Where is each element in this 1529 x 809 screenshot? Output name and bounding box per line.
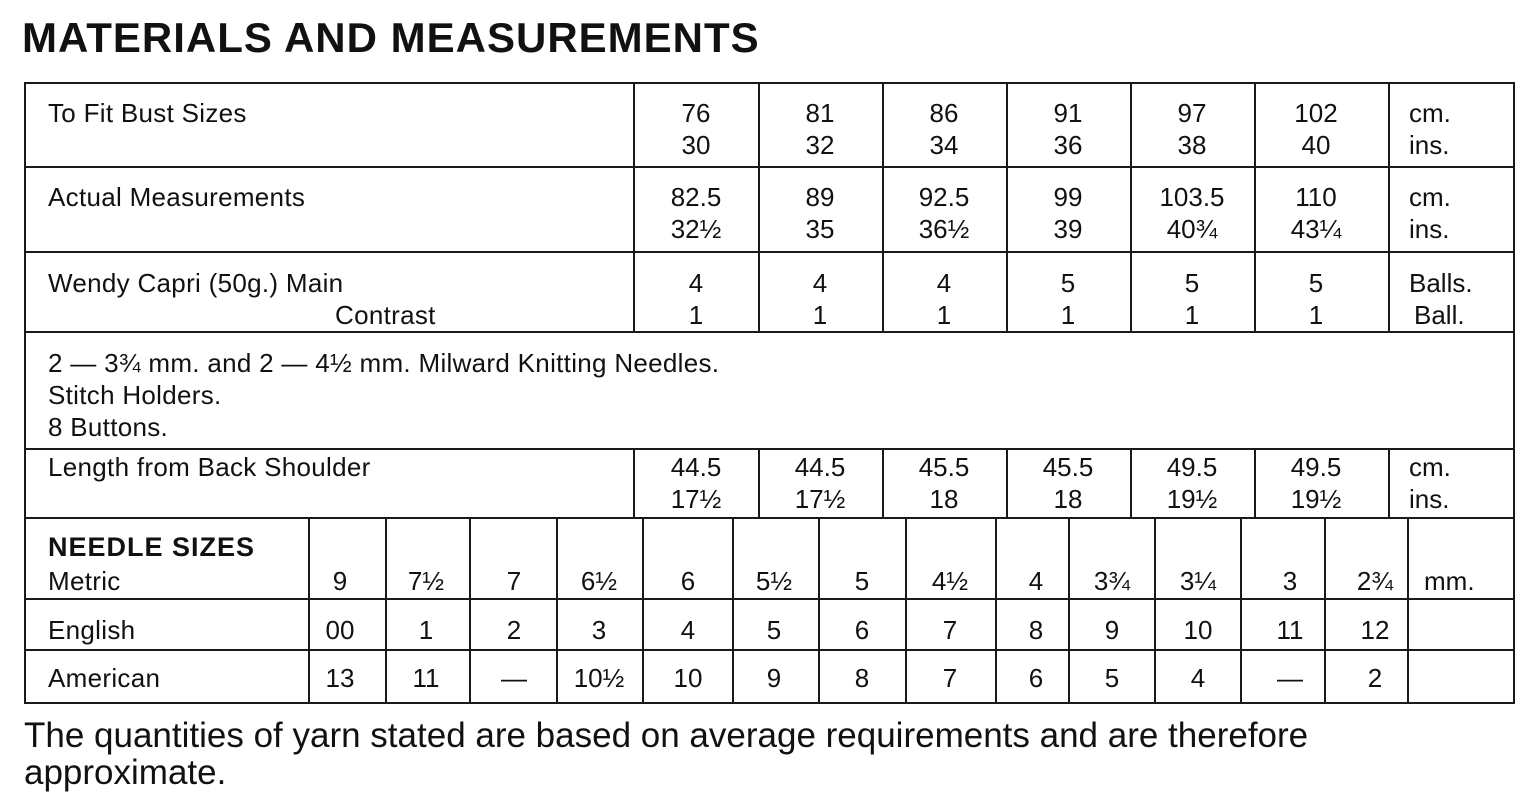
actual-unit-ins: ins. [1409, 214, 1450, 244]
needle-metric-value: 6 [680, 566, 696, 596]
needle-american-value: 5 [1104, 663, 1120, 693]
row-divider [24, 517, 1515, 519]
needle-american-value: 8 [854, 663, 870, 693]
needle-english-value: 4 [680, 615, 696, 645]
length-ins-value: 19½ [1290, 484, 1342, 514]
actual-ins-value: 36½ [918, 214, 970, 244]
length-label: Length from Back Shoulder [48, 452, 371, 482]
needle-metric-value: 9 [332, 566, 348, 596]
bust-ins-value: 38 [1177, 130, 1207, 160]
length-cm-value: 44.5 [794, 452, 846, 482]
bust-cm-value: 91 [1053, 98, 1083, 128]
needle-metric-value: 3 [1282, 566, 1298, 596]
row-divider [24, 251, 1515, 253]
actual-cm-value: 110 [1295, 182, 1337, 212]
needle-american-value: 6 [1028, 663, 1044, 693]
needle-metric-value: 3¾ [1093, 566, 1131, 596]
yarn-contrast-value: 1 [1184, 300, 1200, 330]
length-cm-value: 45.5 [918, 452, 970, 482]
needle-metric-value: 5 [854, 566, 870, 596]
bust-ins-value: 40 [1301, 130, 1331, 160]
column-divider [642, 517, 644, 704]
needle-metric-value: 2¾ [1356, 566, 1394, 596]
yarn-contrast-value: 1 [812, 300, 828, 330]
actual-cm-value: 103.5 [1159, 182, 1225, 212]
needle-english-value: 2 [506, 615, 522, 645]
yarn-contrast-value: 1 [1308, 300, 1324, 330]
needle-american-value: 10½ [573, 663, 625, 693]
needle-english-value: 10 [1183, 615, 1213, 645]
needle-american-value: 4 [1190, 663, 1206, 693]
needle-american-value: 11 [412, 663, 440, 693]
actual-cm-value: 82.5 [670, 182, 722, 212]
bust-cm-value: 76 [681, 98, 711, 128]
actual-ins-value: 43¼ [1290, 214, 1342, 244]
column-divider [905, 517, 907, 704]
yarn-main-value: 5 [1060, 268, 1076, 298]
needle-metric-value: 3¼ [1179, 566, 1217, 596]
yarn-main-value: 4 [688, 268, 704, 298]
needle-english-value: 9 [1104, 615, 1120, 645]
needle-english-value: 6 [854, 615, 870, 645]
actual-ins-value: 39 [1053, 214, 1083, 244]
yarn-contrast-value: 1 [1060, 300, 1076, 330]
needle-english-value: 1 [418, 615, 434, 645]
bust-cm-value: 102 [1294, 98, 1338, 128]
actual-cm-value: 92.5 [918, 182, 970, 212]
needle-english-value: 8 [1028, 615, 1044, 645]
bust-sizes-label: To Fit Bust Sizes [48, 98, 247, 128]
actual-ins-value: 35 [805, 214, 835, 244]
length-ins-value: 17½ [670, 484, 722, 514]
bust-ins-value: 32 [805, 130, 835, 160]
yarn-contrast-value: 1 [688, 300, 704, 330]
needle-american-value: 10 [673, 663, 703, 693]
actual-cm-value: 89 [805, 182, 835, 212]
needle-american-value: — [501, 663, 527, 693]
bust-ins-value: 34 [929, 130, 959, 160]
length-unit-ins: ins. [1409, 484, 1450, 514]
needle-english-value: 00 [325, 615, 355, 645]
column-divider [469, 517, 471, 704]
actual-cm-value: 99 [1053, 182, 1083, 212]
needle-metric-value: 7½ [407, 566, 445, 596]
needle-american-value: 13 [325, 663, 355, 693]
column-divider [1240, 517, 1242, 704]
yarn-main-value: 5 [1184, 268, 1200, 298]
yarn-main-value: 4 [812, 268, 828, 298]
materials-buttons: 8 Buttons. [48, 412, 169, 442]
yarn-unit-main: Balls. [1409, 268, 1473, 298]
needle-american-value: — [1277, 663, 1303, 693]
needle-metric-value: 7 [506, 566, 522, 596]
bust-unit-cm: cm. [1409, 98, 1451, 128]
yarn-contrast-value: 1 [936, 300, 952, 330]
bust-ins-value: 36 [1053, 130, 1083, 160]
column-divider [1388, 448, 1390, 518]
actual-ins-value: 32½ [670, 214, 722, 244]
needle-american-value: 7 [942, 663, 958, 693]
row-divider [24, 331, 1515, 333]
row-divider [24, 166, 1515, 168]
measurements-table [24, 82, 1515, 704]
metric-label: Metric [48, 566, 121, 596]
needle-sizes-heading: NEEDLE SIZES [48, 532, 256, 562]
yarn-contrast-label: Contrast [335, 300, 436, 330]
english-label: English [48, 615, 136, 645]
length-unit-cm: cm. [1409, 452, 1451, 482]
needle-metric-value: 6½ [580, 566, 618, 596]
length-cm-value: 49.5 [1166, 452, 1218, 482]
yarn-main-value: 4 [936, 268, 952, 298]
column-divider [556, 517, 558, 704]
needle-unit-mm: mm. [1424, 566, 1475, 596]
length-ins-value: 19½ [1166, 484, 1218, 514]
actual-measurements-label: Actual Measurements [48, 182, 306, 212]
needle-english-value: 11 [1276, 615, 1304, 645]
needle-english-value: 5 [766, 615, 782, 645]
bust-ins-value: 30 [681, 130, 711, 160]
length-cm-value: 45.5 [1042, 452, 1094, 482]
length-cm-value: 49.5 [1290, 452, 1342, 482]
materials-needles: 2 — 3¾ mm. and 2 — 4½ mm. Milward Knitting Needles. [48, 348, 720, 378]
page-title: MATERIALS AND MEASUREMENTS [22, 14, 760, 61]
length-ins-value: 18 [929, 484, 959, 514]
length-ins-value: 17½ [794, 484, 846, 514]
row-divider [24, 649, 1515, 651]
needle-metric-value: 4½ [931, 566, 969, 596]
bust-cm-value: 86 [929, 98, 959, 128]
row-divider [24, 448, 1515, 450]
column-divider [1388, 82, 1390, 332]
length-ins-value: 18 [1053, 484, 1083, 514]
bust-cm-value: 97 [1177, 98, 1207, 128]
row-divider [24, 598, 1515, 600]
yarn-main-label: Wendy Capri (50g.) Main [48, 268, 344, 298]
american-label: American [48, 663, 161, 693]
yarn-main-value: 5 [1308, 268, 1324, 298]
footer-note: The quantities of yarn stated are based on average requirements and are therefore approximate. [24, 716, 1309, 792]
length-cm-value: 44.5 [670, 452, 722, 482]
needle-american-value: 9 [766, 663, 782, 693]
yarn-unit-contrast: Ball. [1414, 300, 1465, 330]
bust-unit-ins: ins. [1409, 130, 1450, 160]
bust-cm-value: 81 [805, 98, 835, 128]
needle-english-value: 7 [942, 615, 958, 645]
needle-american-value: 2 [1367, 663, 1383, 693]
column-divider [1154, 517, 1156, 704]
actual-unit-cm: cm. [1409, 182, 1451, 212]
needle-metric-value: 5½ [755, 566, 793, 596]
needle-english-value: 3 [591, 615, 607, 645]
column-divider [818, 517, 820, 704]
needle-metric-value: 4 [1028, 566, 1044, 596]
actual-ins-value: 40¾ [1166, 214, 1218, 244]
materials-stitch-holders: Stitch Holders. [48, 380, 222, 410]
needle-english-value: 12 [1360, 615, 1390, 645]
